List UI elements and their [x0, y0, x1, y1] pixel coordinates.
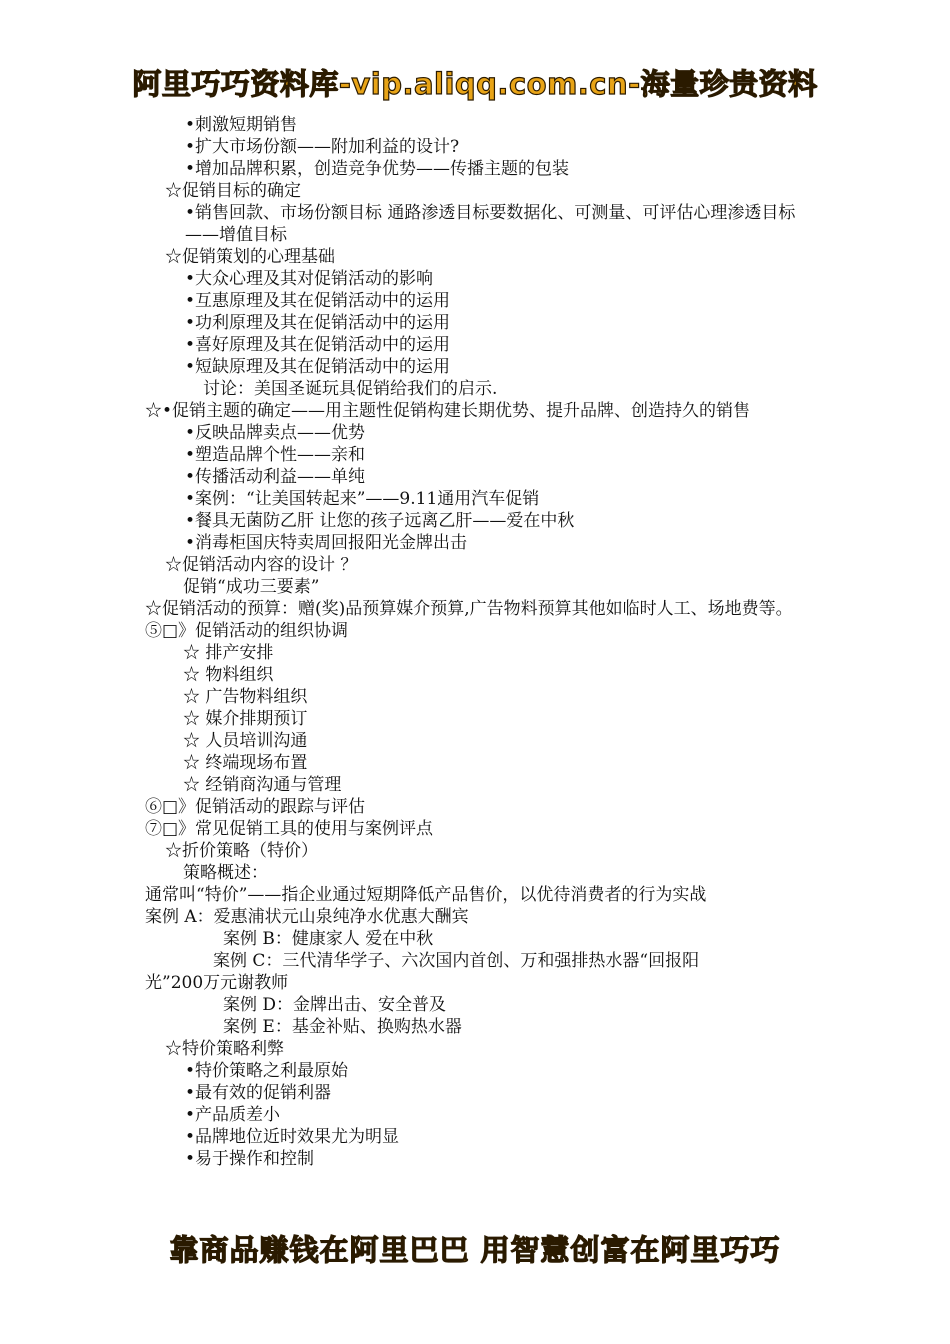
text-line: •扩大市场份额——附加利益的设计?	[185, 137, 460, 157]
text-line: ☆ 人员培训沟通	[183, 731, 308, 751]
text-line: ☆促销活动的预算：赠(奖)品预算媒介预算,广告物料预算其他如临时人工、场地费等。	[145, 599, 793, 619]
text-line: ☆ 广告物料组织	[183, 687, 308, 707]
text-line: ⑦□》常见促销工具的使用与案例评点	[145, 819, 434, 839]
text-line: •品牌地位近时效果尤为明显	[185, 1127, 400, 1147]
text-line: •喜好原理及其在促销活动中的运用	[185, 335, 451, 355]
text-line: ☆ 经销商沟通与管理	[183, 775, 342, 795]
text-line: •最有效的促销利器	[185, 1083, 332, 1103]
text-line: ☆ 终端现场布置	[183, 753, 308, 773]
text-line: 策略概述：	[183, 863, 268, 883]
text-line: •易于操作和控制	[185, 1149, 315, 1169]
text-line: ⑥□》促销活动的跟踪与评估	[145, 797, 366, 817]
text-line: ☆ 排产安排	[183, 643, 274, 663]
text-line: ☆促销策划的心理基础	[165, 247, 335, 267]
text-line: •塑造品牌个性——亲和	[185, 445, 366, 465]
text-line: ☆ 物料组织	[183, 665, 274, 685]
text-line: •传播活动利益——单纯	[185, 467, 366, 487]
text-line: 案例 D：金牌出击、安全普及	[223, 995, 447, 1015]
text-line: 案例 E：基金补贴、换购热水器	[223, 1017, 462, 1037]
text-line: •功利原理及其在促销活动中的运用	[185, 313, 451, 333]
text-line: •产品质差小	[185, 1105, 281, 1125]
text-line: •刺激短期销售	[185, 115, 298, 135]
text-line: •反映品牌卖点——优势	[185, 423, 366, 443]
text-line: •消毒柜国庆特卖周回报阳光金牌出击	[185, 533, 468, 553]
text-line: 案例 A：爱惠浦状元山泉纯净水优惠大酬宾	[145, 907, 469, 927]
text-line: 案例 B：健康家人 爱在中秋	[223, 929, 434, 949]
text-line: •大众心理及其对促销活动的影响	[185, 269, 434, 289]
text-line: 光”200万元谢教师	[145, 973, 289, 993]
text-line: 案例 C：三代清华学子、六次国内首创、万和强排热水器“回报阳	[213, 951, 700, 971]
text-line: •短缺原理及其在促销活动中的运用	[185, 357, 451, 377]
text-line: •特价策略之利最原始	[185, 1061, 349, 1081]
text-line: ☆ 媒介排期预订	[183, 709, 308, 729]
text-line: ☆促销活动内容的设计 ？	[165, 555, 358, 575]
text-line: ☆促销目标的确定	[165, 181, 301, 201]
footer-banner: 靠商品赚钱在阿里巴巴 用智慧创富在阿里巧巧	[169, 1233, 781, 1267]
text-line: 讨论：美国圣诞玩具促销给我们的启示.	[203, 379, 498, 399]
text-line: ☆•促销主题的确定——用主题性促销构建长期优势、提升品牌、创造持久的销售	[145, 401, 751, 421]
text-line: •餐具无菌防乙肝 让您的孩子远离乙肝——爱在中秋	[185, 511, 575, 531]
text-line: ☆特价策略利弊	[165, 1039, 284, 1059]
text-line: 通常叫“特价”——指企业通过短期降低产品售价，以优待消费者的行为实战	[145, 885, 707, 905]
text-line: ☆折价策略（特价）	[165, 841, 318, 861]
text-line: •互惠原理及其在促销活动中的运用	[185, 291, 451, 311]
text-line: 促销“成功三要素”	[183, 577, 320, 597]
text-line: •增加品牌积累，创造竞争优势——传播主题的包装	[185, 159, 570, 179]
document-body	[145, 114, 810, 1170]
text-line: •案例：“让美国转起来”——9.11通用汽车促销	[185, 489, 540, 509]
text-line: ⑤□》促销活动的组织协调	[145, 621, 349, 641]
header-banner: 阿里巧巧资料库-vip.aliqq.com.cn-海量珍贵资料	[132, 67, 818, 101]
text-line: •销售回款、市场份额目标 通路渗透目标要数据化、可测量、可评估心理渗透目标——增值目标	[185, 203, 796, 245]
